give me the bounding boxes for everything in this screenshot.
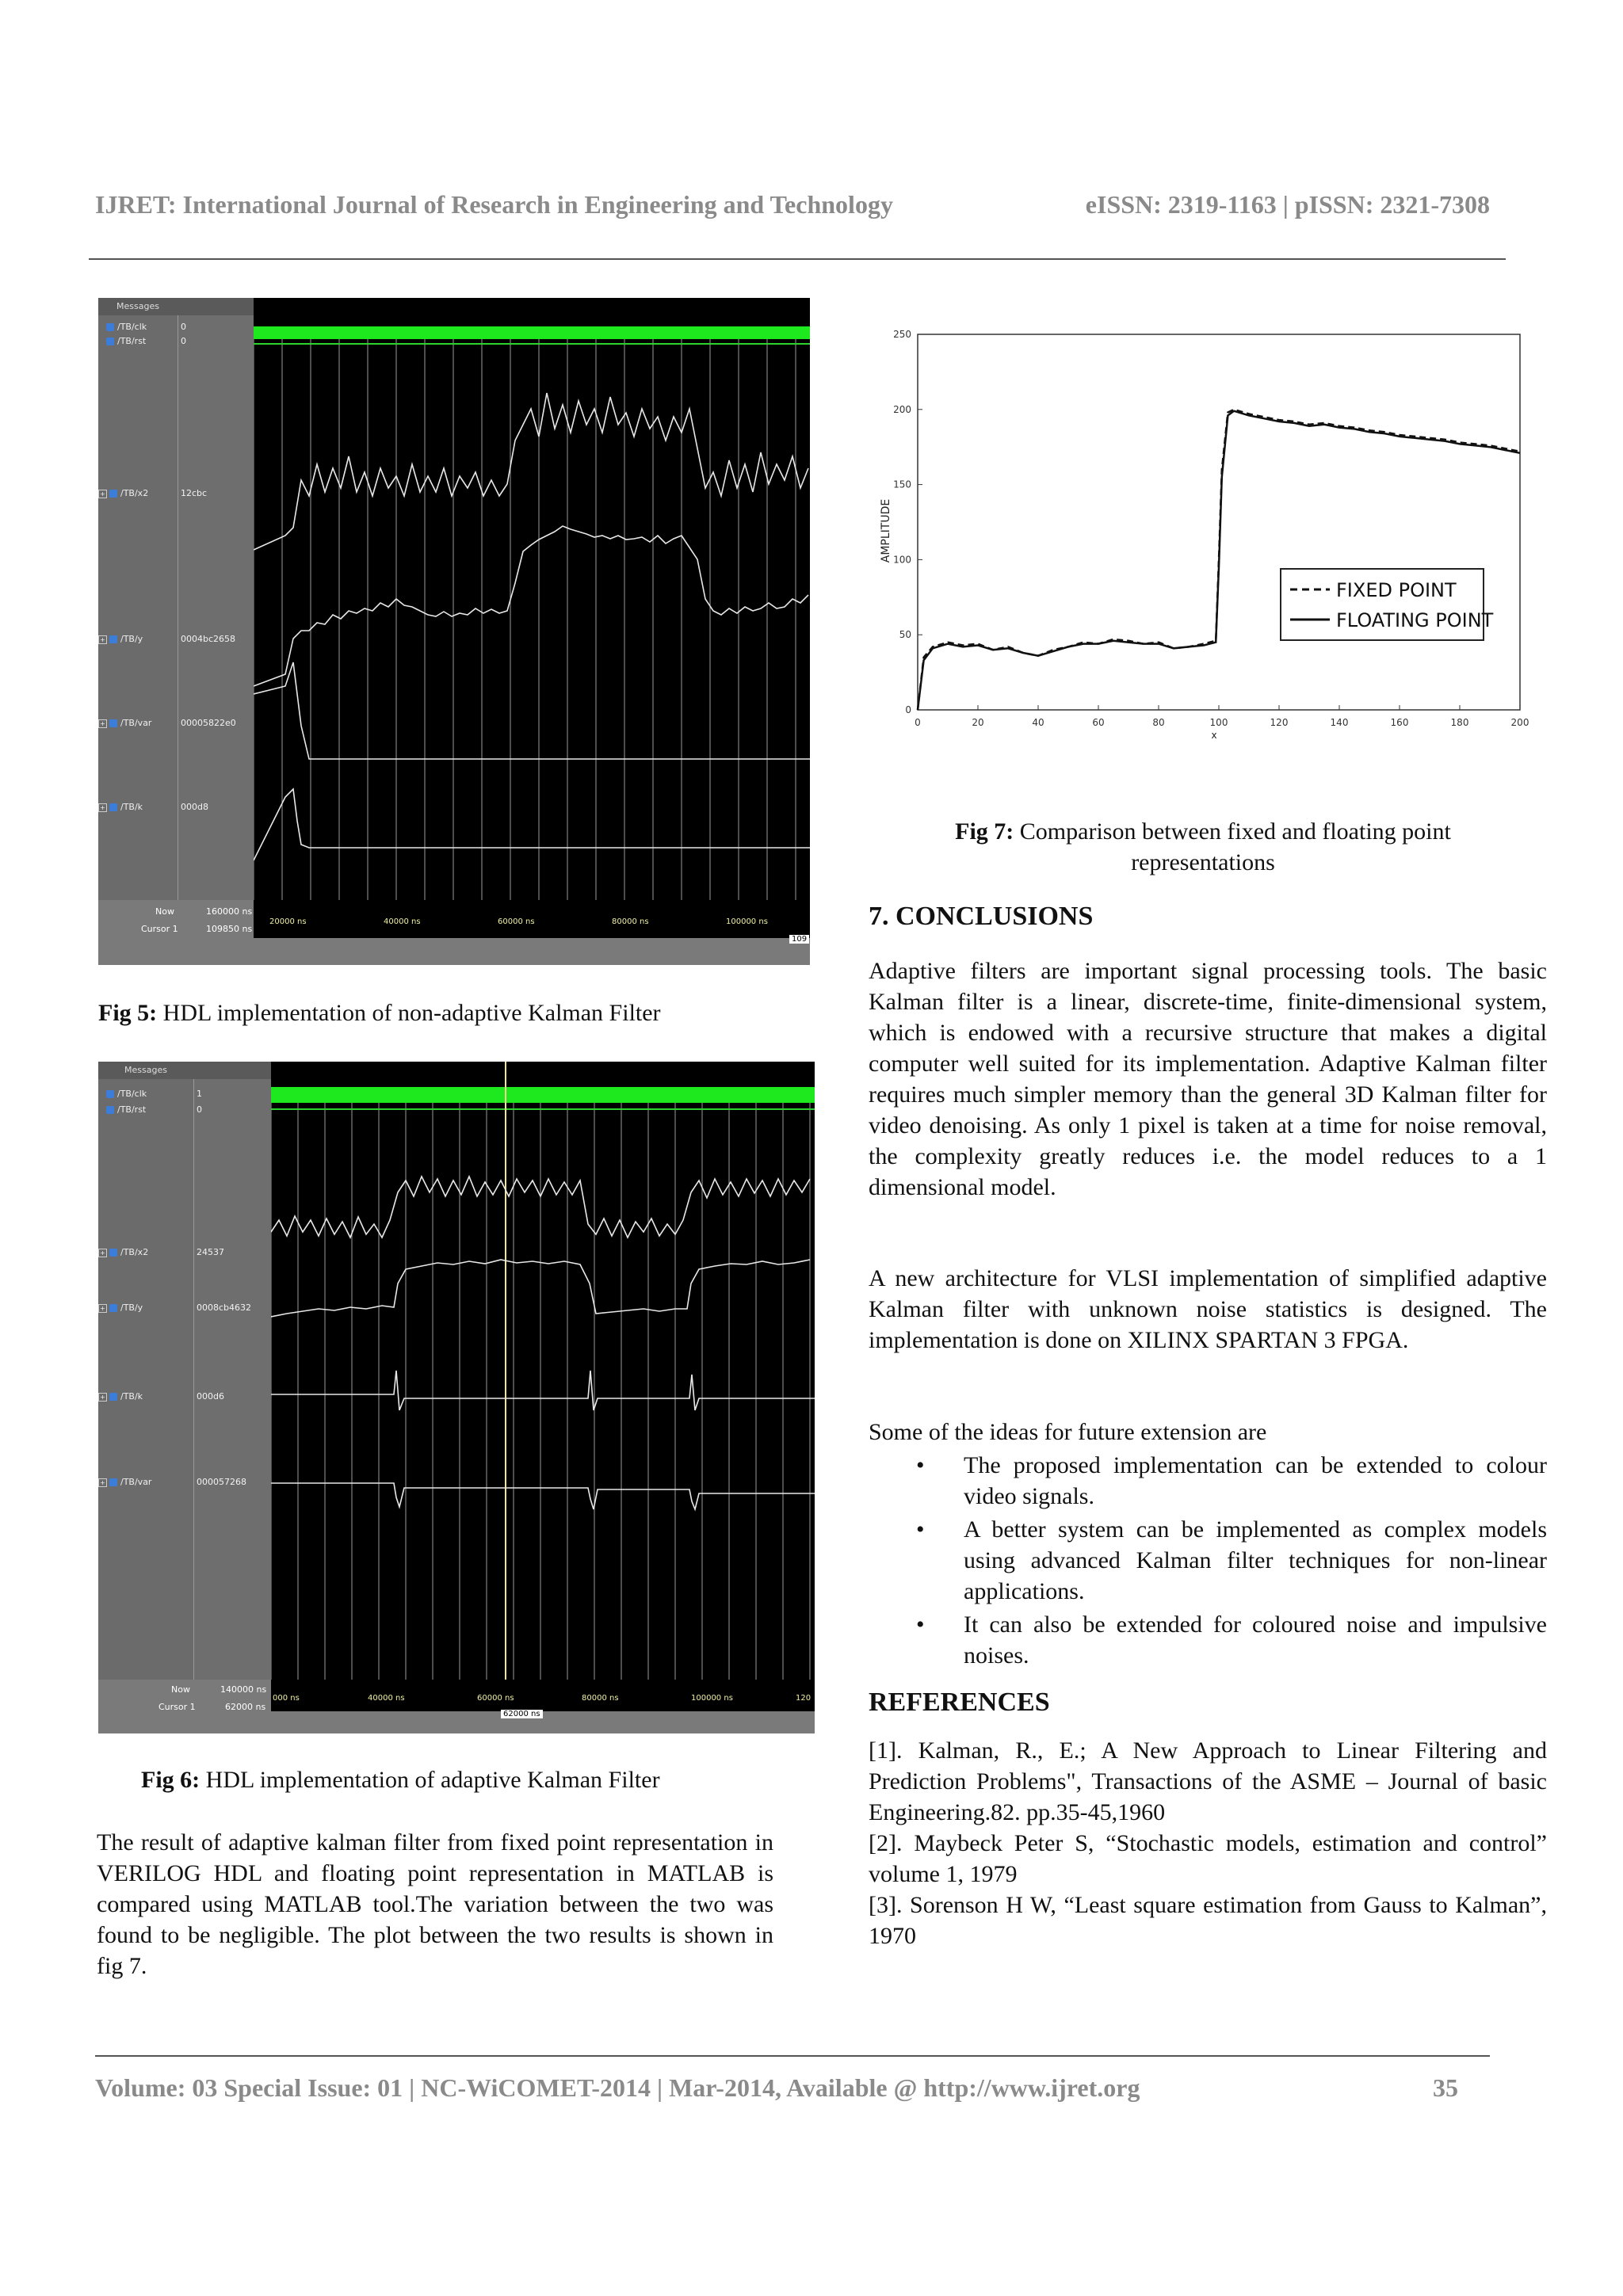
future-work-list [869, 1450, 1547, 1673]
expand-icon: + [98, 1478, 107, 1487]
messages-header: Messages [98, 298, 178, 315]
page-number: 35 [1433, 2073, 1458, 2102]
signal-name-x2: + /TB/x2 [98, 1247, 148, 1257]
list-item: • A better system can be implemented as complex models using advanced Kalman filter techniques for non-linear applications. [869, 1514, 1547, 1607]
fig7-caption: Fig 7: Comparison between fixed and floating point representations [955, 818, 1451, 875]
x-tick-label: 100 [1209, 717, 1228, 728]
signal-value-var: 00005822e0 [181, 718, 236, 728]
signal-icon [109, 719, 117, 727]
reference-item: [2]. Maybeck Peter S, “Stochastic models, estimation and control” volume 1, 1979 [869, 1830, 1547, 1887]
tick-label: 100000 ns [691, 1694, 733, 1703]
signal-value-x2: 12cbc [181, 488, 208, 498]
list-item: • The proposed implementation can be extended to colour video signals. [869, 1450, 1547, 1512]
fig6-wave-plot [271, 1062, 815, 1680]
signal-name-rst: /TB/rst [106, 1104, 146, 1115]
signal-name-clk: /TB/clk [106, 1089, 147, 1099]
fig7-intro-paragraph: The result of adaptive kalman filter from fixed point representation in VERILOG HDL and floating point representation in MATLAB is compared using MATLAB tool.The variation between the two was found to be negligible. The plot between the two results is shown in fig 7. [97, 1829, 773, 1979]
signal-value-y: 0008cb4632 [197, 1302, 252, 1313]
signal-icon [109, 1249, 117, 1257]
cursor-value: 109850 ns [206, 924, 253, 934]
tick-label: 80000 ns [582, 1694, 619, 1703]
now-label: Now [155, 906, 174, 917]
fig6-waveform [98, 1062, 815, 1733]
journal-title: IJRET: International Journal of Research in Engineering and Technology [95, 190, 893, 219]
signal-name-x2: + /TB/x2 [98, 488, 148, 498]
now-label: Now [171, 1684, 190, 1695]
signal-value-k: 000d6 [197, 1391, 224, 1402]
tick-label: 60000 ns [477, 1694, 514, 1703]
signal-name-y: + /TB/y [98, 634, 143, 644]
expand-icon: + [98, 1393, 107, 1402]
tick-label: 120 [796, 1694, 812, 1703]
messages-header-pad [193, 1062, 271, 1079]
x-tick-label: 120 [1270, 717, 1289, 728]
expand-icon: + [98, 635, 107, 644]
tick-label: 20000 ns [269, 917, 307, 926]
tick-label: 000 ns [273, 1694, 300, 1703]
signal-name-k: + /TB/k [98, 1391, 143, 1402]
legend-floating-label: FLOATING POINT [1336, 609, 1494, 631]
y-tick-label: 200 [893, 403, 911, 415]
signal-icon [109, 1393, 117, 1401]
conclusions-heading: 7. CONCLUSIONS [869, 902, 1094, 931]
tick-label: 100000 ns [726, 917, 768, 926]
cursor-flag: 62000 ns [501, 1710, 543, 1718]
expand-icon: + [98, 803, 107, 812]
references-heading: REFERENCES [869, 1688, 1050, 1717]
signal-name-y: + /TB/y [98, 1302, 143, 1313]
conclusions-paragraph-1: Adaptive filters are important signal processing tools. The basic Kalman filter is a linear, discrete-time, finite-dimensional system, which is endowed with a recursive structure that makes a digital computer well suited for its implementation. Adaptive Kalman filter requires much simpler memory than the general 3D Kalman filter for video denoising. As only 1 pixel is taken at a time for noise removal, the complexity greatly reduces i.e. the model reduces to a 1 dimensional model. [869, 958, 1547, 1200]
signal-icon [109, 635, 117, 643]
signal-icon [106, 323, 114, 331]
running-header [95, 190, 1490, 230]
signal-value-x2: 24537 [197, 1247, 224, 1257]
signal-value-rst: 0 [181, 336, 186, 346]
signal-value-clk: 0 [181, 322, 186, 332]
issn: eISSN: 2319-1163 | pISSN: 2321-7308 [1085, 190, 1490, 219]
list-item: • It can also be extended for coloured noise and impulsive noises. [869, 1609, 1547, 1671]
bullet-icon: • [916, 1611, 925, 1638]
cursor-label: Cursor 1 [141, 924, 178, 934]
signal-value-clk: 1 [197, 1089, 202, 1099]
x-tick-label: 80 [1152, 717, 1165, 728]
fig7-xlabel: x [1211, 730, 1217, 741]
reference-item: [1]. Kalman, R., E.; A New Approach to Linear Filtering and Prediction Problems", Transactions of the ASME – Journal of basic Engineering.82. pp.35-45,1960 [869, 1737, 1547, 1825]
x-tick-label: 200 [1510, 717, 1529, 728]
signal-icon [106, 1090, 114, 1098]
signal-name-k: + /TB/k [98, 802, 143, 812]
x-tick-label: 0 [915, 717, 921, 728]
fig5-wave-plot [254, 298, 810, 900]
cursor-label: Cursor 1 [158, 1702, 196, 1712]
signal-icon [109, 1478, 117, 1486]
fig6-caption: Fig 6: HDL implementation of adaptive Kalman Filter [141, 1767, 660, 1793]
y-tick-label: 150 [893, 479, 911, 490]
y-tick-label: 100 [893, 554, 911, 566]
signal-icon [106, 338, 114, 345]
running-footer [95, 2073, 1458, 2113]
now-value: 140000 ns [220, 1684, 267, 1695]
x-tick-label: 140 [1330, 717, 1349, 728]
conclusions-paragraph-3: Some of the ideas for future extension are [869, 1419, 1267, 1445]
bullet-icon: • [916, 1452, 925, 1478]
cursor-flag: 109 [789, 935, 809, 944]
fig7-ylabel: AMPLITUDE [880, 498, 892, 563]
messages-header-pad [178, 298, 254, 315]
references-list [869, 1735, 1547, 1951]
fig5-caption: Fig 5: HDL implementation of non-adaptive Kalman Filter [98, 1000, 661, 1026]
x-tick-label: 160 [1390, 717, 1409, 728]
reference-item: [3]. Sorenson H W, “Least square estimation from Gauss to Kalman”, 1970 [869, 1892, 1547, 1949]
signal-name-var: + /TB/var [98, 1477, 151, 1487]
x-tick-label: 180 [1450, 717, 1469, 728]
fig6-timeline [271, 1680, 815, 1711]
expand-icon: + [98, 1304, 107, 1313]
signal-value-y: 0004bc2658 [181, 634, 236, 644]
y-tick-label: 250 [893, 329, 911, 340]
signal-icon [109, 1304, 117, 1312]
signal-value-rst: 0 [197, 1104, 202, 1115]
cursor-value: 62000 ns [225, 1702, 266, 1712]
y-tick-label: 50 [899, 629, 911, 641]
fig5-waveform [98, 298, 810, 965]
signal-value-k: 000d8 [181, 802, 208, 812]
signal-name-var: + /TB/var [98, 718, 151, 728]
bullet-icon: • [916, 1516, 925, 1543]
signal-name-rst: /TB/rst [106, 336, 146, 346]
issue-info: Volume: 03 Special Issue: 01 | NC-WiCOMET-2014 | Mar-2014, Available @ http://www.ijret.org [95, 2073, 1140, 2102]
x-tick-label: 60 [1092, 717, 1105, 728]
messages-header: Messages [98, 1062, 193, 1079]
signal-name-clk: /TB/clk [106, 322, 147, 332]
x-tick-label: 20 [972, 717, 984, 728]
y-tick-label: 0 [905, 704, 911, 715]
signal-icon [109, 803, 117, 811]
tick-label: 80000 ns [612, 917, 649, 926]
fig7-axes [918, 334, 1520, 710]
tick-label: 60000 ns [498, 917, 535, 926]
signal-icon [106, 1106, 114, 1114]
conclusions-paragraph-2: A new architecture for VLSI implementation of simplified adaptive Kalman filter with unknown noise statistics is designed. The implementation is done on XILINX SPARTAN 3 FPGA. [869, 1265, 1547, 1353]
now-value: 160000 ns [206, 906, 253, 917]
expand-icon: + [98, 1249, 107, 1257]
tick-label: 40000 ns [368, 1694, 405, 1703]
plot-frame [918, 334, 1520, 710]
fig7-chart [869, 317, 1537, 761]
signal-value-var: 000057268 [197, 1477, 246, 1487]
fig7-legend [1281, 569, 1494, 640]
expand-icon: + [98, 719, 107, 728]
footer-rule [95, 2055, 1490, 2057]
x-tick-label: 40 [1032, 717, 1044, 728]
tick-label: 40000 ns [384, 917, 421, 926]
header-rule [89, 258, 1506, 260]
signal-icon [109, 490, 117, 498]
legend-fixed-label: FIXED POINT [1336, 579, 1457, 601]
expand-icon: + [98, 490, 107, 498]
